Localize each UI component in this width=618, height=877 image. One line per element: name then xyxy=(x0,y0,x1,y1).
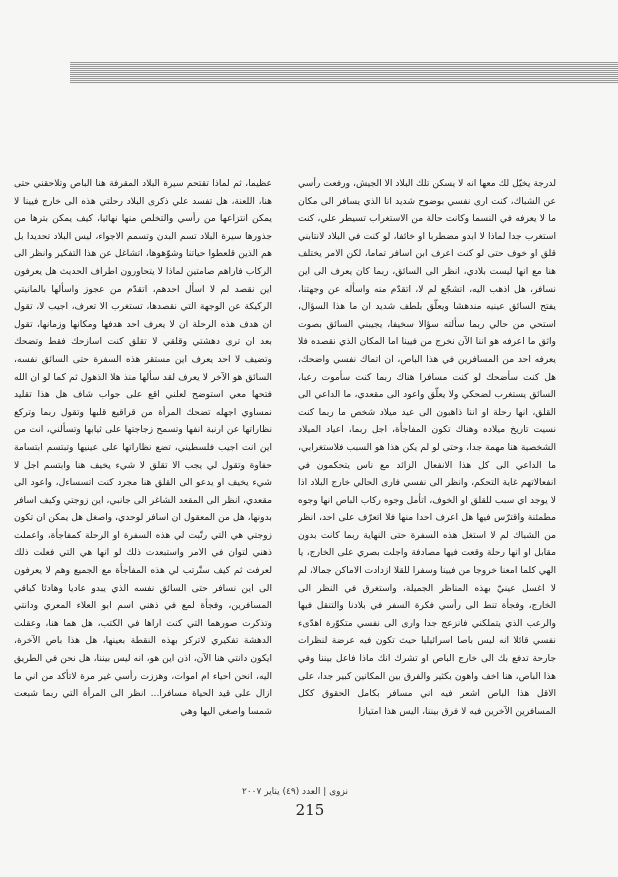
text-column-left xyxy=(14,175,272,785)
page-number: 215 xyxy=(295,801,325,819)
paragraph-right: لدرجة يخيّل لك معها انه لا يسكن تلك البلاد الا الجيش، ورفعت رأسي عن الشباك، كنت ارى نفسي بوضوح شديد انا الذي يسافر الى مكان ما لا يعرفه في النسما وكانت حالة من الاستغراب تسيطر علي، كنت استغرب جدا لماذا لا ابدو مضطربا او خائفا، لو كنت في البلاد لانتابني قلق او خوف حتى لو كنت اعرف ابن اسافر تماما، لكن الامر يختلف هنا مع انها ليست بلادي، انظر الى السائق، ربما كان يعرف الى اين نسافر، هل اذهب اليه، اتشجّع لم لا، اتقدّم منه واسأله عن وجهتنا، يفتح السائق عينيه مندهشا ويعلّق بلطف شديد ان ما هذا السؤال، استحي من حالي ربما سألته سؤالا سخيفا، يجيبني السائق بصوت واثق ما اعرفه هو اننا الآن نخرج من فيينا اما المكان الذي نقصده فلا يعرفه احد من المسافرين في هذا الباص، ان اتماك نفسي واضحك، هل كنت سأضحك لو كنت مسافرا هناك ربما كنت سأموت رعبا، السائق يستغرب لضحكي ولا يعلّق واعود الى مقعدي، ما الداعي الى القلق، انها رحلة او اننا ذاهبون الى عيد ميلاد شخص ما ربما كنت نسيت تاريخ ميلاده وهناك تكون المفاجأة، اجل ربما، اعياد الميلاد الشخصية هنا مهمة جدا، وحتى لو لم يكن هذا هو السبب فلاستغرابي، ما الداعي الى كل هذا الانفعال الزائد مع ناس يتحكمون في انفعالاتهم غاية التحكم، وانظر الى نفسي فارى الحالي خارج البلاد اذا لا يوجد اي سبب للقلق او الخوف، اتأمل وجوه ركاب الباص انها وجوه مطمئنة واقترّس فيها هل اعرف احدا منها فلا اتعرّف على احد، انظر من الشباك لم لا استغل هذه السفرة حتى النهاية ربما كانت بدون مقابل او انها رحلة وقعت فيها مصادفة واجلت بصري على الخارج، يا الهي كلما امعنا خروجا من فيينا وسفرا للقلا ازدادت الاماكن جمالا، لم لا اغسل عينيّ بهذه المناظر الجميلة، واستغرق في النظر الى الخارج، وفجأة تنط الى رأسي فكرة السفر في بلادنا والتنقل فيها والرعب الذي يتملكني فانزعج جدا وارى الى نفسي متكوّرة اهدّىء نفسي قائلا انه ليس باصا اسرائيليا حيث تكون فيه عرضة لنظرات جارحة تدفع بك الى خارج الباص او تشرك انك ماذا فاعل بيننا وفي هذا الباص، هنا اخف واهون بكثير والفرق بين المكانين كبير جدا، على الاقل هذا الباص اشعر فيه اني مسافر بكامل الحقوق ككل المسافرين الآخرين فيه لا فرق بيننا، اليس هذا امتيازا xyxy=(298,178,556,717)
paragraph-left: عظيما، ثم لماذا تقتحم سيرة البلاد المقرفة هنا الباص وتلاحقني حتى هنا، اللعنة، هل تفسد علي ذكرى البلاد رحلتي هذه الى خارج فيينا لا يمكن انتزاعها من رأسي والتخلص منها نهائيا، كيف يمكن بترها من جذورها سيرة البلاد تسم البدن وتسمم الاجواء، ليس البلاد تحديدا بل هم الذين قلعطوا حياتنا وشوّهوها، اتشاغل عن هذا التفكير وانظر الى الركاب فاراهم صامتين لماذا لا يتحاورون اطراف الحديث هل يعرفون اين نقصد لم لا اسأل احدهم، اتقدّم من عجوز واسألها بالمانيتي الركيكة عن الوجهة التي نقصدها، تستغرب الا تعرف، اجيب لا، تقول ان هدف هذه الرحلة ان لا يعرف احد هدفها ومكانها وزمانها، تقول بعد ان ترى دهشتي وقلقي لا تقلق كنت اسازحك فقط وتضحك وتضيف لا احد يعرف اين مستقر هذه السفرة حتى السائق نفسه، السائق هو الآخر لا يعرف لقد سألها منذ هلا الذهول ثم كما لو ان الله فتحها معي استوضح لعلني اقع على جواب شاف هل هذا تقليد نمساوي اجهله تضحك المرأة من قراقيع قلبها وتقول ربما وتركع نظاراتها عن ارنبة انفها وتسمح زجاجتها على ثيابها وتسألني، انت من اين انت اجيب فلسطيني، تضع نظاراتها على عينيها وتبتسم ابتسامة حفاوة وتقول لي يجب الا تقلق لا شيء يخيف هنا وابتسم اجل لا شيء يخيف او يدعو الى القلق هنا مجرد كنت اتسساءل، واعود الى مقعدي، انظر الى المقعد الشاغر الى جانبي، اين زوجتي وكيف اسافر بدونها، هل من المعقول ان اسافر لوحدي، واصغل هل يمكن ان تكون زوجتي هي التي رتّبت لي هذه السفرة او الرحلة كمفاجأة، واعملت ذهني لتوان في الامر واستبعدت ذلك لو انها هي التي فعلت ذلك لعرفت ثم كيف ستّرتب لي هذه المفاجأة مع الجميع وهم لا يعرفون الى اين نسافر حتى السائق نفسه الذي يبدو عاديا وهادئا كباقي المسافرين، وفجأة لمع في ذهني اسم ابو العلاء المعري ودانتي وتذكرت صورهما التي كنت اراها في الكتب، هل هما هنا، وعقلت الدهشة تفكيري لاتركز بهذه النقطة بعينها، هل هذا باص الآخرة، ايكون دانتي هنا الآن، اذن اين هو، انه ليس بيننا، هل نحن في الطريق اليه، انحن احياء ام اموات، وهززت رأسي غير مرة لاتأكد من اني ما ازال على قيد الحياة مسافرا... انظر الى المرأة التي ربما شبعت شمسا واصغي اليها وهي xyxy=(14,178,272,717)
header-rule-band xyxy=(70,62,618,84)
journal-footer: نزوى | العدد (٤٩) يناير ٢٠٠٧ xyxy=(242,787,348,797)
text-column-right xyxy=(298,175,556,785)
